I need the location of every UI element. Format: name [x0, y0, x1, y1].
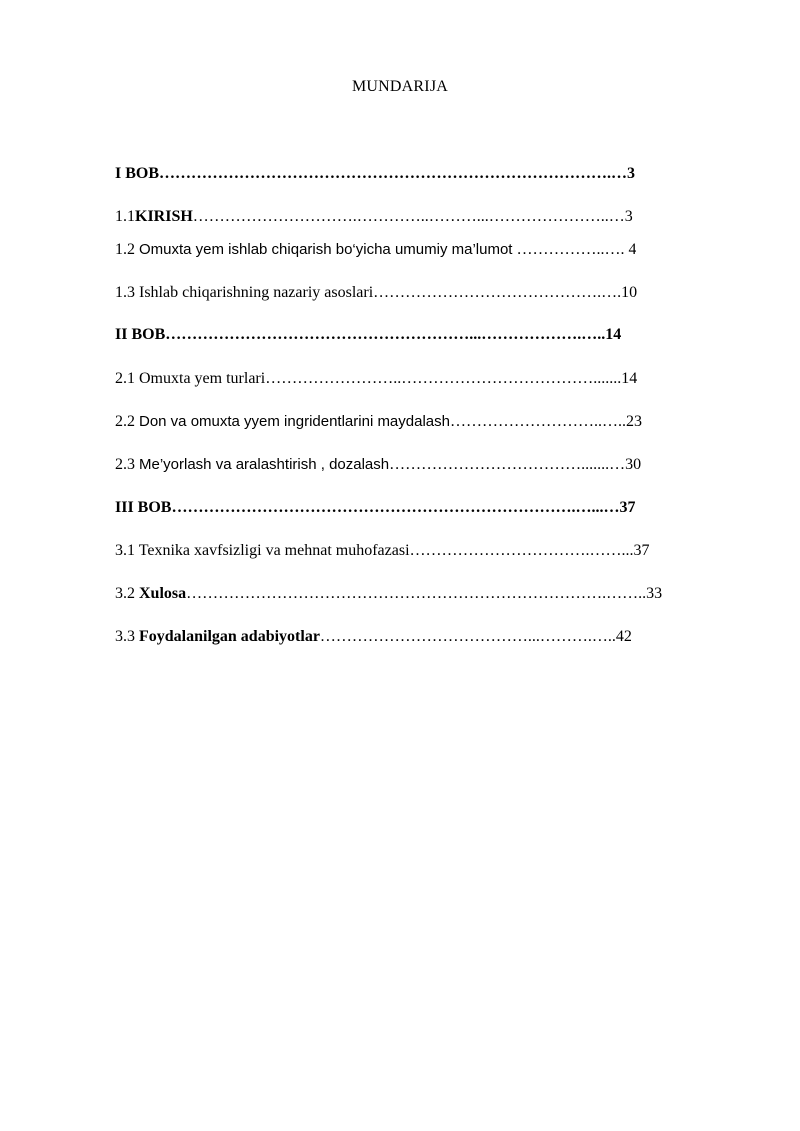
toc-entry-page: 3: [627, 165, 636, 182]
toc-entry-page: 10: [621, 284, 638, 301]
toc-entry-leader: ……………………..……………………………….......: [265, 370, 622, 387]
toc-entry-page: 23: [625, 413, 642, 430]
toc-entry-page: 4: [628, 241, 637, 258]
toc-entry-page: 42: [615, 628, 632, 645]
toc-entry-number: 2.1: [115, 370, 139, 387]
toc-entry-label: Omuxta yem turlari: [139, 370, 266, 387]
toc-entry-number: 1.3: [115, 284, 139, 301]
toc-entry-leader: ………………………….…………..………...…………………..…: [192, 208, 625, 225]
toc-entry-3-3: [115, 627, 632, 647]
toc-entry-leader: ………………………..…..: [449, 413, 626, 430]
toc-entry-label: Ishlab chiqarishning nazariy asoslari: [139, 284, 374, 301]
toc-entry-number: 1.1: [115, 208, 135, 225]
toc-entry-number: 2.2: [115, 413, 139, 430]
toc-entry-page: 14: [605, 326, 622, 343]
toc-entry-label: I BOB: [115, 165, 160, 182]
toc-entry-label: KIRISH: [135, 208, 193, 225]
toc-entry-number: 3.2: [115, 585, 139, 602]
toc-entry-page: 37: [633, 542, 650, 559]
toc-entry-3-1: [115, 541, 650, 561]
toc-entry-number: 2.3: [115, 456, 139, 473]
toc-entry-leader: …………………………….……...: [409, 542, 634, 559]
toc-entry-leader: ……………..….: [512, 241, 629, 258]
toc-entry-1-2: [115, 240, 636, 260]
toc-entry-leader: ……………………………….......…: [389, 456, 626, 473]
toc-entry-page: 33: [646, 585, 663, 602]
toc-entry-number: 1.2: [115, 241, 139, 258]
toc-entry-label: Omuxta yem ishlab chiqarish bo‘yicha umumiy ma’lumot: [139, 241, 513, 258]
toc-entry-chapter-3: [115, 498, 635, 518]
toc-entry-leader: ………………………………………………………………………….…: [159, 165, 628, 182]
toc-entry-page: 37: [619, 499, 636, 516]
page-title: MUNDARIJA: [351, 78, 449, 95]
toc-entry-2-2: [115, 412, 642, 432]
toc-entry-number: 3.1: [115, 542, 139, 559]
toc-entry-page: 14: [621, 370, 638, 387]
toc-entry-leader: ………………………………………………………………….…...…: [171, 499, 620, 516]
toc-entry-label: Me’yorlash va aralashtirish , dozalash: [139, 456, 390, 473]
toc-entry-label: II BOB: [115, 326, 166, 343]
toc-entry-label: Foydalanilgan adabiyotlar: [139, 628, 320, 645]
toc-entry-label: Texnika xavfsizligi va mehnat muhofazasi: [138, 542, 410, 559]
toc-entry-label: Xulosa: [139, 585, 187, 602]
toc-entry-2-3: [115, 455, 641, 475]
toc-entry-leader: …………………………………………………………………….……..: [186, 585, 647, 602]
toc-entry-page: 3: [624, 208, 633, 225]
toc-entry-number: 3.3: [115, 628, 139, 645]
toc-entry-leader: …………………………………………………...……………….…..: [165, 326, 606, 343]
toc-entry-page: 30: [625, 456, 642, 473]
toc-entry-label: Don va omuxta yyem ingridentlarini maydalash: [139, 413, 450, 430]
toc-entry-2-1: [115, 369, 637, 389]
toc-entry-1-1: [115, 207, 633, 227]
toc-entry-chapter-2: [115, 325, 621, 345]
toc-entry-label: III BOB: [115, 499, 172, 516]
toc-entry-leader: …………………………………….….: [373, 284, 622, 301]
toc-entry-1-3: [115, 283, 637, 303]
toc-entry-3-2: [115, 584, 662, 604]
toc-entry-leader: …………………………………...……….…..: [319, 628, 616, 645]
toc-entry-chapter-1: [115, 164, 635, 184]
